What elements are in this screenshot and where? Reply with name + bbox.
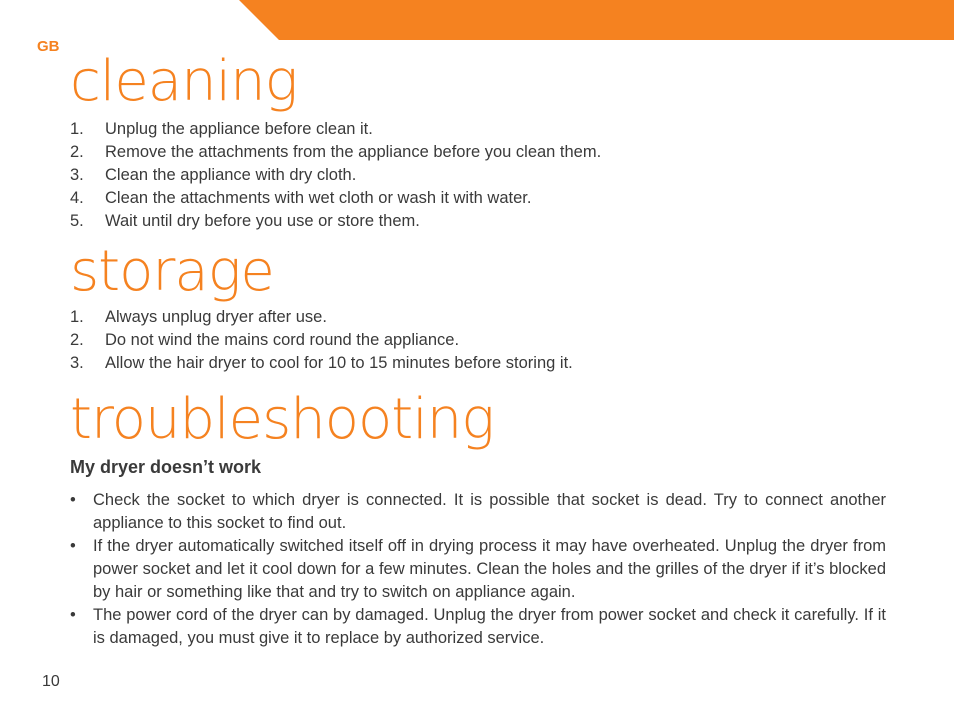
list-item (70, 118, 601, 141)
section-title-storage: storage (70, 239, 274, 304)
list-item (70, 141, 601, 164)
header-accent-band (239, 0, 954, 40)
step-text: Wait until dry before you use or store them. (105, 212, 420, 230)
list-item (70, 210, 601, 233)
step-number: 1. (70, 308, 84, 326)
storage-steps-list (70, 306, 573, 375)
step-text: Do not wind the mains cord round the appliance. (105, 331, 460, 349)
tip-text: If the dryer automatically switched itself off in drying process it may have overheated. Unplug the dryer from power socket and let it cool down for a few minutes. Clean the holes and the grilles of the dryer if it’s blocked by hair or something like that and try to switch on appliance again. (93, 537, 886, 601)
section-title-troubleshooting: troubleshooting (70, 387, 494, 452)
list-item (70, 306, 573, 329)
step-text: Allow the hair dryer to cool for 10 to 15 minutes before storing it. (105, 354, 573, 372)
step-number: 2. (70, 143, 84, 161)
list-item (70, 329, 573, 352)
tip-text: The power cord of the dryer can by damaged. Unplug the dryer from power socket and check it carefully. If it is damaged, you must give it to replace by authorized service. (93, 606, 886, 647)
page-number: 10 (42, 673, 60, 690)
troubleshooting-list (70, 489, 886, 650)
bullet-icon: • (70, 606, 76, 624)
cleaning-steps-list (70, 118, 601, 233)
step-text: Clean the appliance with dry cloth. (105, 166, 357, 184)
bullet-icon: • (70, 537, 76, 555)
list-item (70, 164, 601, 187)
list-item (70, 352, 573, 375)
tip-text: Check the socket to which dryer is connected. It is possible that socket is dead. Try to connect another appliance to this socket to find out. (93, 491, 886, 532)
list-item (70, 604, 886, 650)
list-item (70, 187, 601, 210)
list-item (70, 489, 886, 535)
step-text: Remove the attachments from the appliance before you clean them. (105, 143, 602, 161)
step-text: Always unplug dryer after use. (105, 308, 327, 326)
list-item (70, 535, 886, 604)
section-title-cleaning: cleaning (70, 49, 298, 114)
troubleshooting-subheading: My dryer doesn’t work (70, 457, 262, 477)
step-number: 2. (70, 331, 84, 349)
step-number: 5. (70, 212, 84, 230)
bullet-icon: • (70, 491, 76, 509)
step-text: Clean the attachments with wet cloth or wash it with water. (105, 189, 532, 207)
language-label: GB (37, 38, 60, 55)
step-number: 4. (70, 189, 84, 207)
step-number: 3. (70, 354, 84, 372)
step-number: 1. (70, 120, 84, 138)
step-text: Unplug the appliance before clean it. (105, 120, 373, 138)
step-number: 3. (70, 166, 84, 184)
